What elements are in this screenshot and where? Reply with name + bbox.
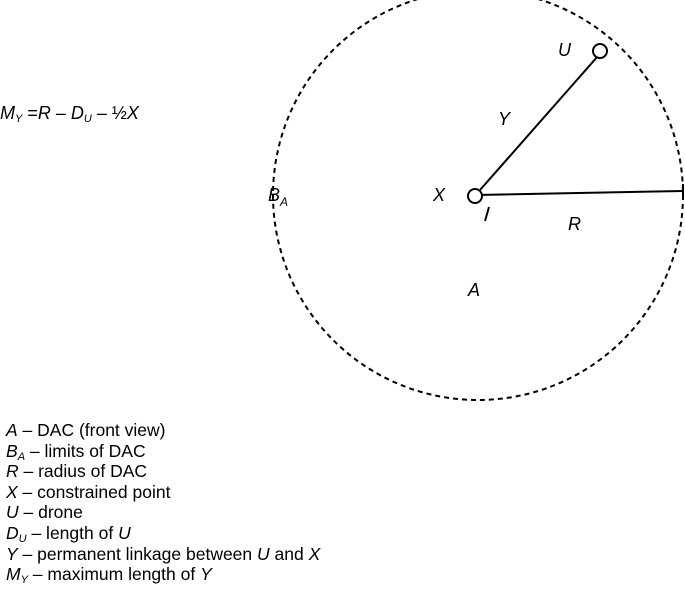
legend-text: – DAC (front view): [17, 420, 166, 440]
legend-item: [6, 502, 320, 523]
legend-symbol: M: [6, 564, 21, 585]
legend-tail: U: [118, 522, 131, 543]
formula-eq: =: [22, 103, 38, 123]
formula-d-sub: U: [83, 113, 92, 125]
formula-dash2: –: [91, 103, 112, 123]
legend-text: – limits of DAC: [25, 440, 146, 461]
max-length-formula: [0, 103, 139, 124]
legend-symbol: R: [6, 461, 19, 482]
legend-item: [6, 482, 320, 503]
legend-tail-x: X: [308, 543, 321, 564]
label-x: X: [433, 185, 446, 205]
label-ba: [268, 185, 288, 209]
label-y: Y: [498, 109, 511, 129]
legend-symbol: B: [6, 440, 18, 461]
label-a: A: [468, 280, 481, 300]
constrained-point-marker: [468, 189, 482, 203]
legend-text: – constrained point: [17, 481, 171, 502]
label-ba-main: B: [268, 185, 281, 205]
legend-and: and: [269, 543, 309, 564]
label-u: U: [558, 40, 571, 60]
legend-symbol: Y: [6, 543, 18, 564]
legend-symbol-sub: U: [18, 532, 27, 545]
legend-symbol-sub: A: [17, 450, 26, 463]
legend-text: – length of: [26, 522, 119, 543]
drone-marker: [593, 44, 607, 58]
legend-item: [6, 420, 320, 441]
point-tick: [485, 207, 489, 221]
legend-text: – permanent linkage between: [17, 543, 258, 564]
formula-r: R: [37, 103, 51, 123]
legend-symbol: A: [6, 420, 18, 440]
label-ba-sub: A: [280, 195, 289, 209]
legend-symbol: U: [6, 502, 19, 523]
formula-d: D: [70, 103, 84, 123]
legend-item: [6, 461, 320, 482]
legend-symbol: X: [6, 481, 18, 502]
legend-symbol-sub: Y: [20, 574, 28, 587]
legend-item: [6, 564, 320, 585]
legend-item: [6, 523, 320, 544]
legend-item: [6, 441, 320, 462]
legend-symbol: D: [6, 522, 19, 543]
legend-text: – maximum length of: [27, 564, 201, 585]
formula-m: M: [0, 103, 15, 123]
legend-text: – radius of DAC: [18, 461, 148, 482]
legend-tail: Y: [200, 564, 212, 585]
legend-tail-u: U: [257, 543, 270, 564]
legend-text: – drone: [18, 502, 83, 523]
formula-x: X: [126, 103, 139, 123]
formula-dash1: –: [50, 103, 71, 123]
formula-half: ½: [111, 103, 127, 123]
legend-item: [6, 544, 320, 565]
radius-line: [476, 191, 683, 195]
label-r: R: [568, 214, 581, 234]
formula-m-sub: Y: [15, 113, 23, 125]
legend: [6, 420, 320, 585]
